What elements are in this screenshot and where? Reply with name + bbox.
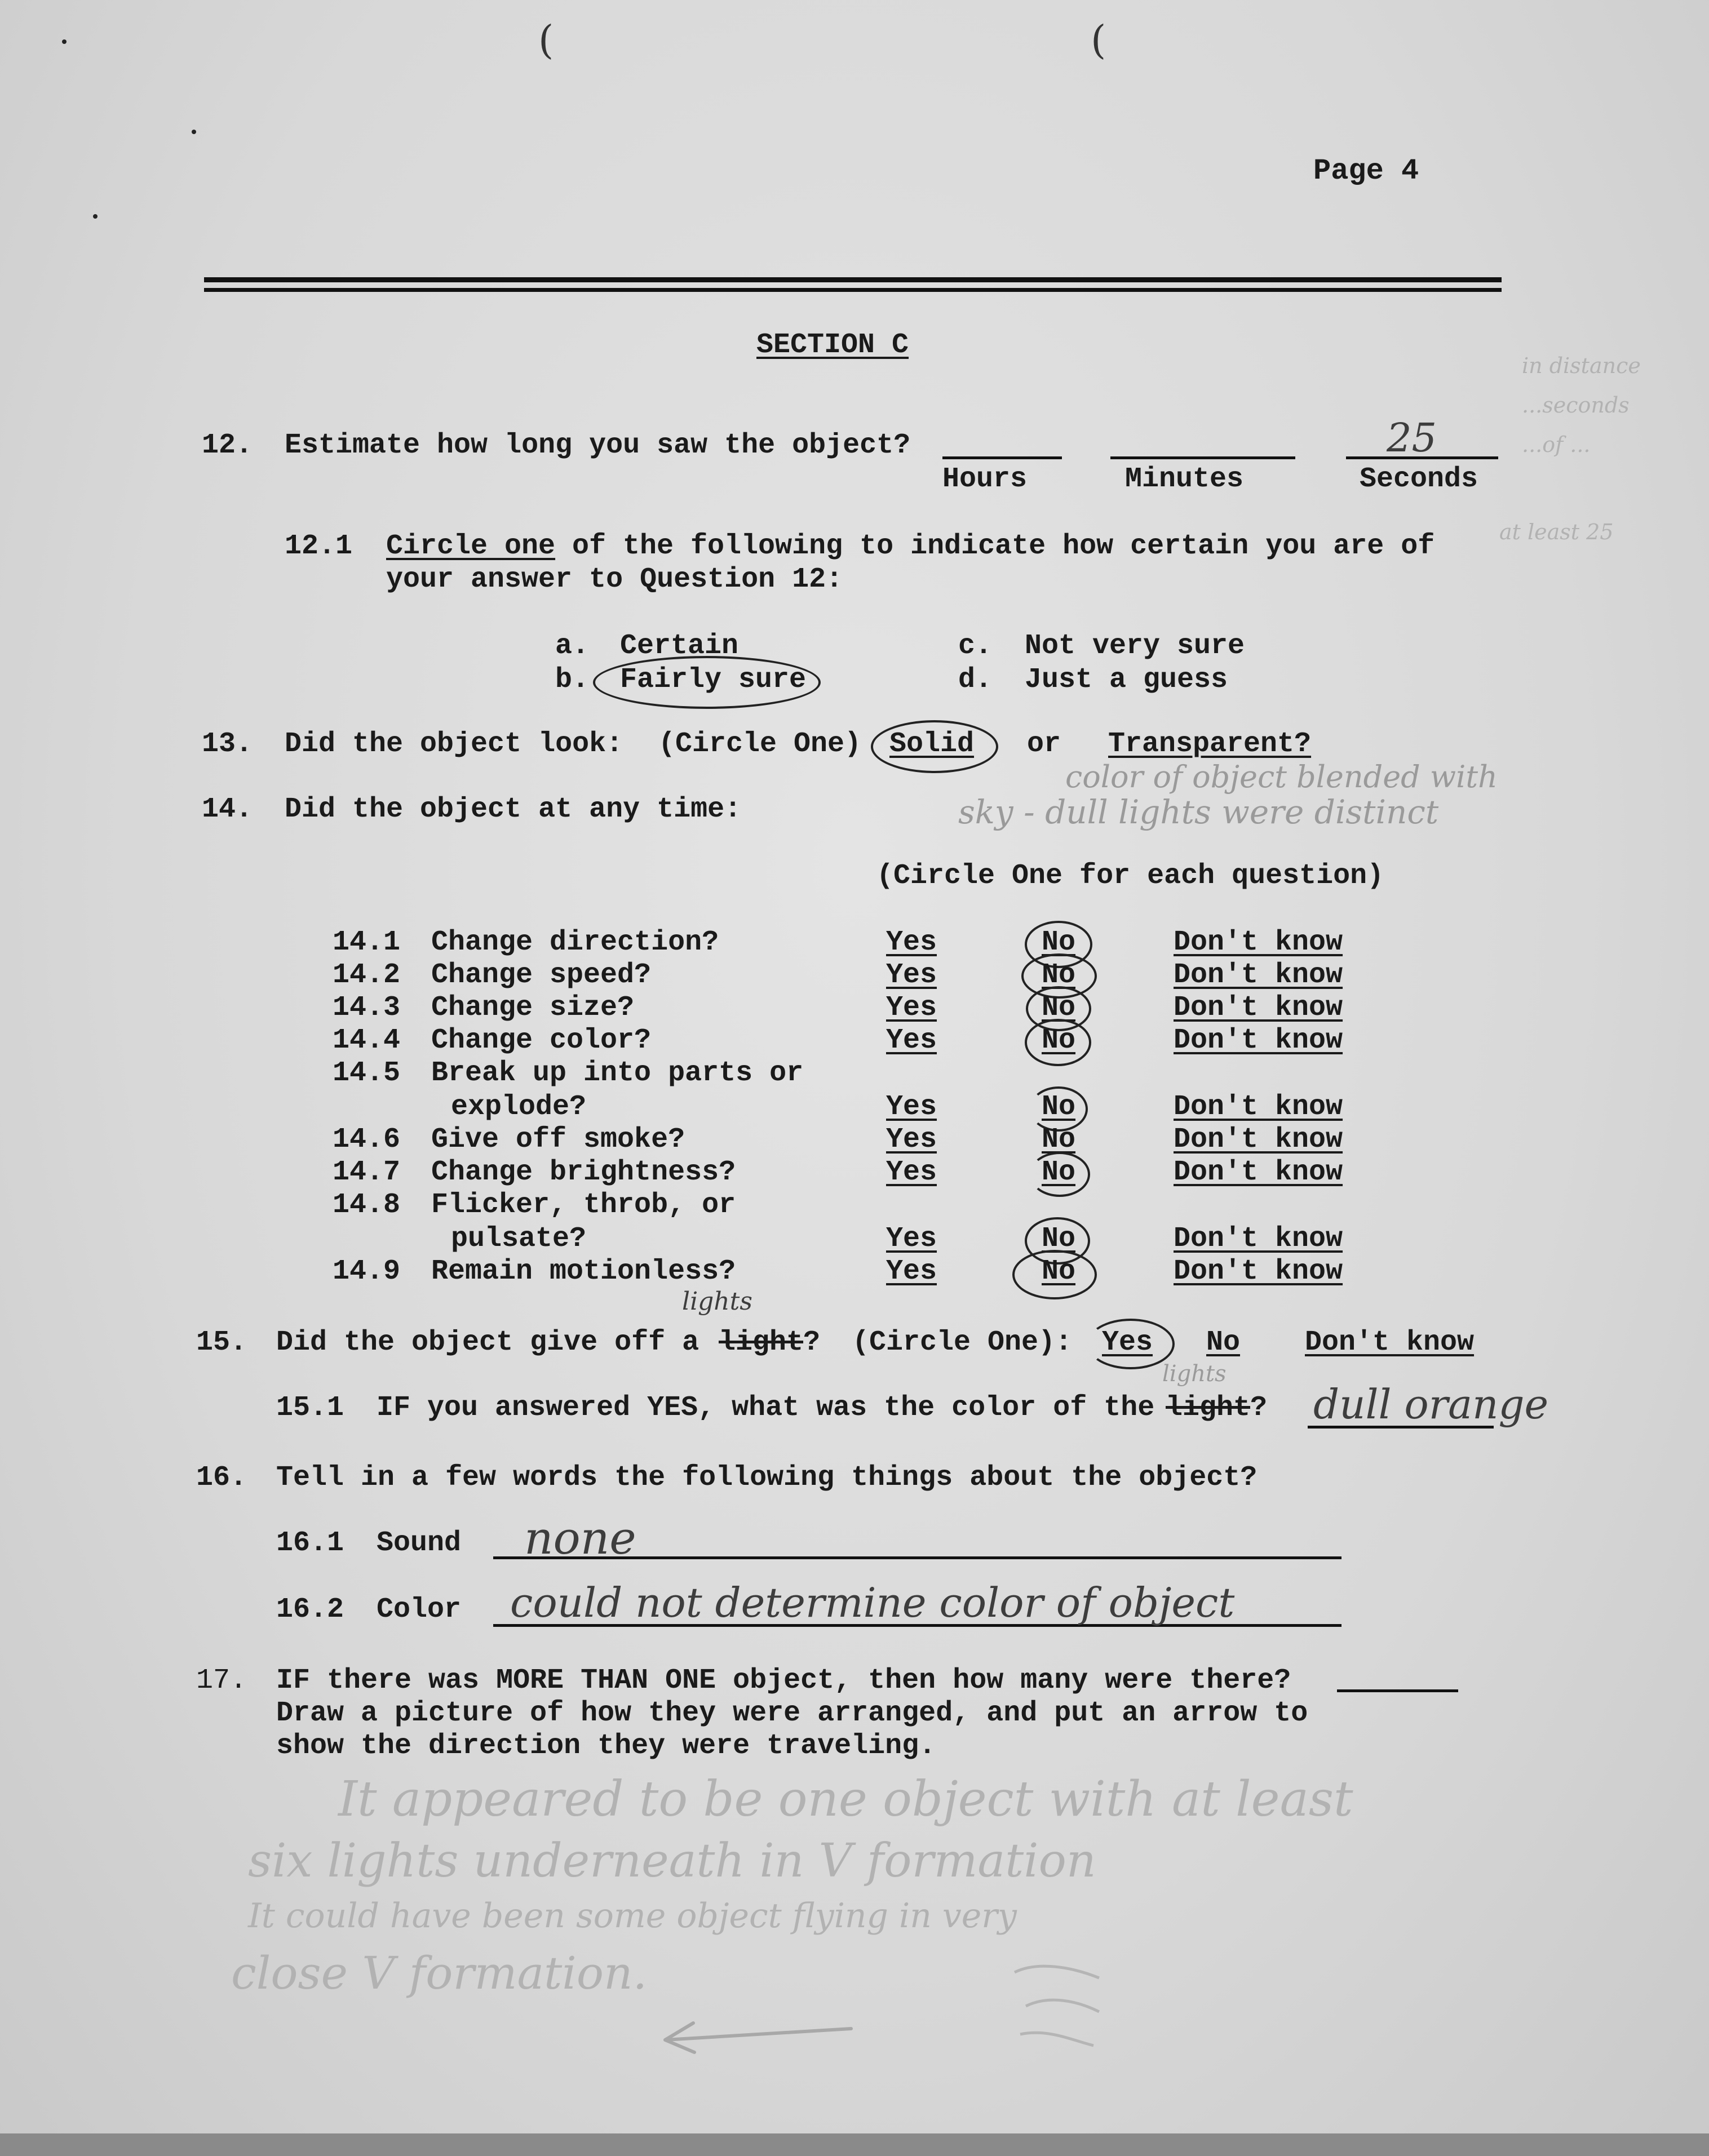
q14-no: No [1042,1024,1076,1057]
q14-dont-know: Don't know [1174,1223,1343,1255]
q13-transparent: Transparent? [1108,728,1312,760]
q12-number: 12. [202,429,253,462]
q17-line3: show the direction they were traveling. [276,1730,936,1762]
q13-text: Did the object look: [285,728,623,760]
q14-item-number: 14.7 [333,1156,401,1188]
q15-number: 15. [196,1327,247,1359]
q14-yes: Yes [886,1223,937,1255]
q16-2-number: 16.2 [276,1594,344,1626]
speck [93,214,98,219]
q17-number: 17. [196,1665,247,1697]
q13-solid: Solid [889,728,975,760]
q14-dont-know: Don't know [1174,1256,1343,1288]
q14-yes: Yes [886,1124,937,1156]
q13-note-line1: color of object blended with [1065,759,1498,795]
margin-note-line4: at least 25 [1499,520,1614,544]
q14-item-text: Break up into parts or [431,1057,804,1089]
q13-solid-circle [871,720,998,773]
option-c-label: Not very sure [1025,630,1245,662]
q15-1-number: 15.1 [276,1392,344,1424]
q13-instruction: (Circle One) [658,728,862,760]
q17-line2: Draw a picture of how they were arranged, and put an arrow to [276,1697,1308,1729]
q14-dont-know: Don't know [1174,926,1343,959]
q12-text: Estimate how long you saw the object? [285,429,911,462]
q14-item-text-line2: pulsate? [451,1223,587,1255]
q14-item-text: Change speed? [431,959,652,991]
q17-answer-line1: It appeared to be one object with at least [338,1771,1353,1827]
seconds-label: Seconds [1360,463,1478,495]
q14-no: No [1042,959,1076,991]
q15-1-inserted-word: lights [1162,1361,1227,1387]
punch-mark-right: ( [1091,17,1106,63]
scan-edge [0,2133,1709,2156]
q13-or: or [1027,728,1061,760]
q14-dont-know: Don't know [1174,1024,1343,1057]
q14-yes: Yes [886,1024,937,1057]
q15-question-mark: ? [803,1327,821,1359]
q14-dont-know: Don't know [1174,1091,1343,1123]
speck [192,130,196,134]
direction-arrow-icon [654,2006,857,2057]
sound-answer: none [524,1512,636,1564]
q15-dont-know: Don't know [1305,1327,1475,1359]
q15-1-struck-word: light [1166,1392,1251,1424]
q14-number: 14. [202,793,253,826]
q14-item-text: Give off smoke? [431,1124,685,1156]
q14-dont-know: Don't know [1174,959,1343,991]
q15-yes-circle [1087,1319,1175,1369]
object-sketch-icon [1003,1955,1116,2057]
q14-dont-know: Don't know [1174,1124,1343,1156]
header-rule-top [204,277,1502,282]
header-rule-bottom [204,288,1502,292]
q14-no-circle [1012,1250,1097,1299]
q14-yes: Yes [886,1156,937,1188]
margin-note-line3: ...of ... [1522,432,1591,457]
q16-1-label: Sound [377,1527,462,1559]
q14-item-number: 14.4 [333,1024,401,1057]
q15-1-answer: dull orange [1313,1381,1549,1428]
option-d-letter: d. [958,664,993,696]
option-b-circle [593,656,821,709]
margin-note-line1: in distance [1522,353,1641,378]
q14-no-circle [1025,1019,1091,1066]
option-d-label: Just a guess [1025,664,1228,696]
q14-instruction: (Circle One for each question) [876,860,1384,892]
q14-item-number: 14.8 [333,1189,401,1221]
q17-answer-line4: close V formation. [231,1947,648,1999]
margin-note-line2: ...seconds [1522,393,1630,418]
page-number: Page 4 [1313,154,1419,188]
q12-1-text-line2: your answer to Question 12: [386,564,843,596]
q14-dont-know: Don't know [1174,1156,1343,1188]
q15-inserted-word: lights [682,1287,752,1316]
q17-answer-line3: It could have been some object flying in very [248,1896,1017,1936]
q14-no: No [1042,1156,1076,1188]
q14-item-number: 14.2 [333,959,401,991]
q14-text: Did the object at any time: [285,793,742,826]
q15-text: Did the object give off a [276,1327,699,1359]
q13-note-line2: sky - dull lights were distinct [958,793,1439,831]
section-title: SECTION C [756,329,909,361]
color-answer: could not determine color of object [510,1579,1235,1626]
q14-item-number: 14.5 [333,1057,401,1089]
q14-no: No [1042,1091,1076,1123]
q15-struck-word: light [719,1327,804,1359]
q14-no-circle [1029,1152,1090,1197]
q17-answer-line2: six lights underneath in V formation [248,1834,1096,1888]
q15-yes: Yes [1102,1327,1153,1359]
q14-item-text: Change size? [431,992,635,1024]
q16-text: Tell in a few words the following things about the object? [276,1462,1258,1494]
q12-1-circle-one: Circle one [386,530,556,562]
q14-yes: Yes [886,926,937,959]
speck [62,39,67,44]
hours-label: Hours [942,463,1028,495]
q16-2-label: Color [377,1594,462,1626]
q14-no: No [1042,1223,1076,1255]
q14-item-text-line2: explode? [451,1091,587,1123]
option-a-label: Certain [620,630,739,662]
q14-item-text: Change color? [431,1024,652,1057]
q16-1-number: 16.1 [276,1527,344,1559]
q12-1-number: 12.1 [285,530,353,562]
q15-no: No [1206,1327,1241,1359]
q15-1-text: IF you answered YES, what was the color of the [377,1392,1155,1424]
seconds-value: 25 [1387,415,1437,461]
option-b-letter: b. [555,664,590,696]
option-b-label: Fairly sure [620,664,807,696]
q14-item-text: Remain motionless? [431,1256,736,1288]
q14-yes: Yes [886,1256,937,1288]
q15-1-question-mark: ? [1250,1392,1268,1424]
q17-line1: IF there was MORE THAN ONE object, then how many were there? [276,1665,1291,1697]
q14-no: No [1042,1124,1076,1156]
q14-item-number: 14.6 [333,1124,401,1156]
q14-no: No [1042,1256,1076,1288]
option-a-letter: a. [555,630,590,662]
q13-number: 13. [202,728,253,760]
q12-1-text: of the following to indicate how certain you are of [555,530,1435,562]
q14-dont-know: Don't know [1174,992,1343,1024]
q14-no: No [1042,992,1076,1024]
q14-no: No [1042,926,1076,959]
minutes-label: Minutes [1125,463,1244,495]
q14-yes: Yes [886,1091,937,1123]
minutes-blank [1110,456,1295,459]
option-c-letter: c. [958,630,993,662]
q14-item-text: Change brightness? [431,1156,736,1188]
hours-blank [942,456,1062,459]
q16-number: 16. [196,1462,247,1494]
q14-item-number: 14.3 [333,992,401,1024]
q14-item-text: Change direction? [431,926,719,959]
q14-yes: Yes [886,992,937,1024]
q14-item-text: Flicker, throb, or [431,1189,736,1221]
punch-mark-left: ( [538,17,554,63]
q15-instruction: (Circle One): [852,1327,1073,1359]
q17-count-blank [1337,1689,1458,1692]
q14-yes: Yes [886,959,937,991]
q14-item-number: 14.9 [333,1256,401,1288]
q14-item-number: 14.1 [333,926,401,959]
